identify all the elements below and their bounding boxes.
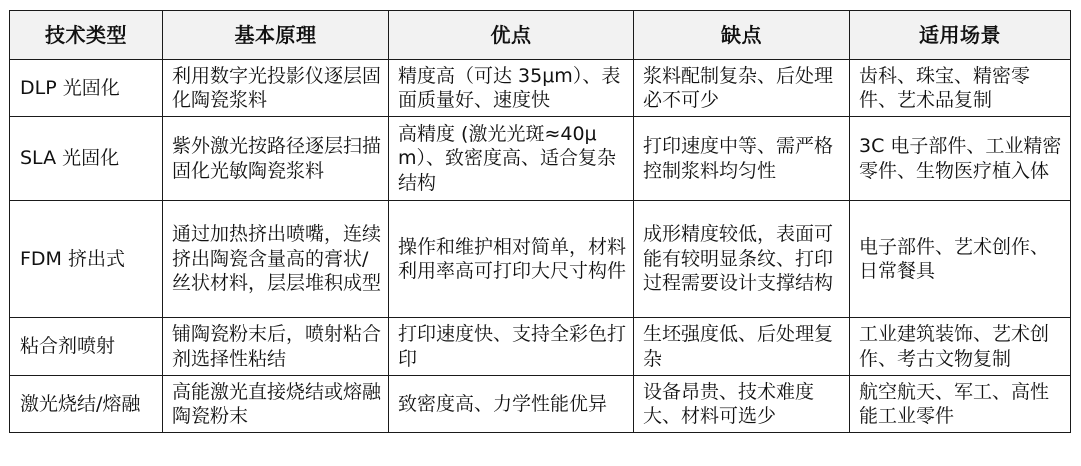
pros-cell: 打印速度快、支持全彩色打印	[389, 318, 634, 376]
scenarios-cell: 工业建筑装饰、艺术创作、考古文物复制	[850, 318, 1071, 376]
tech-type-cell: 粘合剂喷射	[10, 318, 163, 376]
table-row	[10, 318, 1071, 376]
principle-cell: 紫外激光按路径逐层扫描固化光敏陶瓷浆料	[163, 117, 389, 201]
tech-type-cell: 激光烧结/熔融	[10, 376, 163, 433]
table-row	[10, 117, 1071, 201]
table-row	[10, 376, 1071, 433]
header-pros: 优点	[389, 11, 634, 60]
tech-type-cell: SLA 光固化	[10, 117, 163, 201]
header-principle: 基本原理	[163, 11, 389, 60]
scenarios-cell: 航空航天、军工、高性能工业零件	[850, 376, 1071, 433]
principle-cell: 高能激光直接烧结或熔融陶瓷粉末	[163, 376, 389, 433]
table-row	[10, 60, 1071, 117]
header-scenarios: 适用场景	[850, 11, 1071, 60]
scenarios-cell: 3C 电子部件、工业精密零件、生物医疗植入体	[850, 117, 1071, 201]
tech-type-cell: DLP 光固化	[10, 60, 163, 117]
principle-cell: 铺陶瓷粉末后，喷射粘合剂选择性粘结	[163, 318, 389, 376]
cons-cell: 打印速度中等、需严格控制浆料均匀性	[634, 117, 850, 201]
header-row	[10, 11, 1071, 60]
table-row	[10, 201, 1071, 318]
cons-cell: 成形精度较低，表面可能有较明显条纹、打印过程需要设计支撑结构	[634, 201, 850, 318]
principle-cell: 通过加热挤出喷嘴，连续挤出陶瓷含量高的膏状/丝状材料，层层堆积成型	[163, 201, 389, 318]
tech-type-cell: FDM 挤出式	[10, 201, 163, 318]
pros-cell: 操作和维护相对简单，材料利用率高可打印大尺寸构件	[389, 201, 634, 318]
header-cons: 缺点	[634, 11, 850, 60]
cons-cell: 浆料配制复杂、后处理必不可少	[634, 60, 850, 117]
pros-cell: 致密度高、力学性能优异	[389, 376, 634, 433]
scenarios-cell: 电子部件、艺术创作、日常餐具	[850, 201, 1071, 318]
scenarios-cell: 齿科、珠宝、精密零件、艺术品复制	[850, 60, 1071, 117]
principle-cell: 利用数字光投影仪逐层固化陶瓷浆料	[163, 60, 389, 117]
comparison-table	[9, 10, 1071, 433]
pros-cell: 高精度 (激光光斑≈40μm）、致密度高、适合复杂结构	[389, 117, 634, 201]
cons-cell: 设备昂贵、技术难度大、材料可选少	[634, 376, 850, 433]
header-tech-type: 技术类型	[10, 11, 163, 60]
pros-cell: 精度高（可达 35μm）、表面质量好、速度快	[389, 60, 634, 117]
cons-cell: 生坯强度低、后处理复杂	[634, 318, 850, 376]
